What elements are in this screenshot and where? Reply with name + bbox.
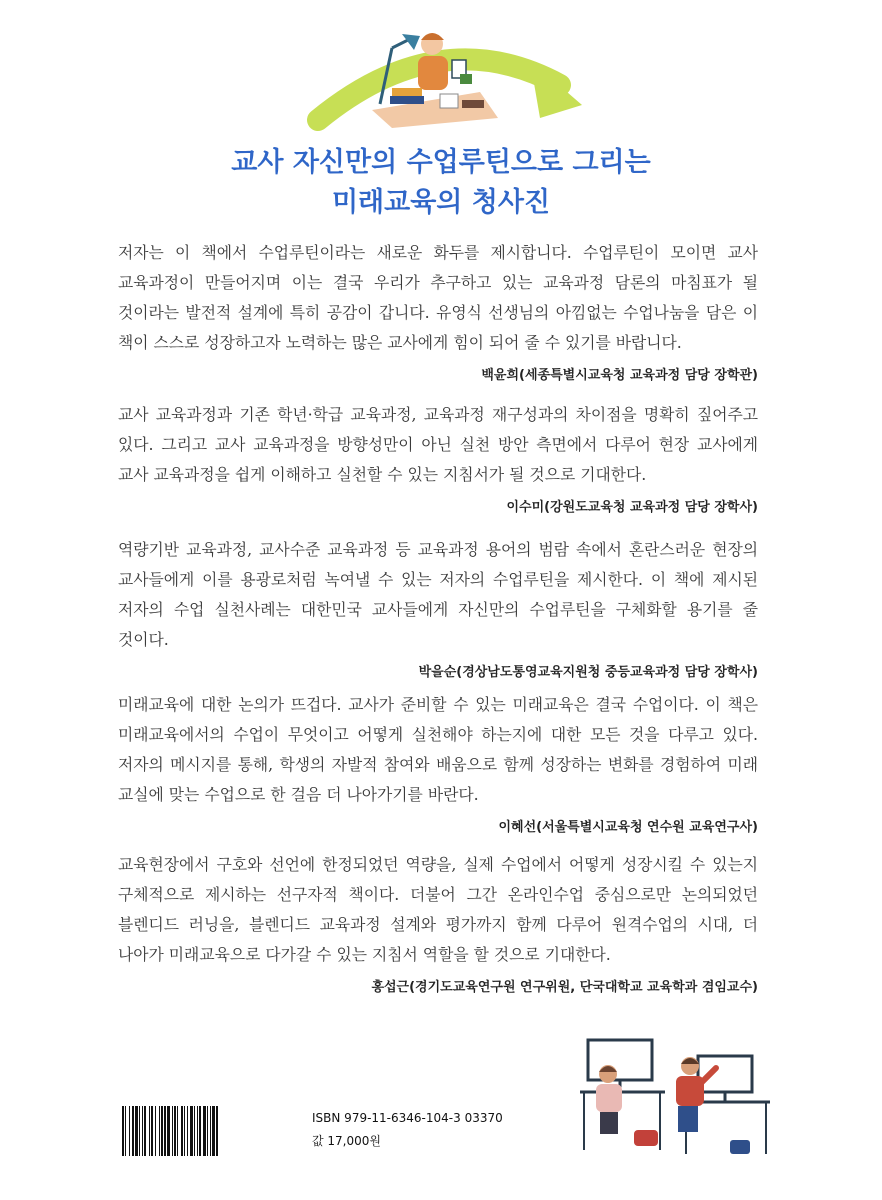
barcode-bar (125, 1106, 126, 1156)
barcode-bar (139, 1106, 140, 1156)
review-attribution: 이수미(강원도교육청 교육과정 담당 장학사) (506, 500, 758, 515)
barcode-bar (216, 1106, 218, 1156)
barcode-bar (187, 1106, 188, 1156)
header-illustration (0, 0, 882, 135)
review-text: 교육현장에서 구호와 선언에 한정되었던 역량을, 실제 수업에서 어떻게 성장시킬 수 있는지 구체적으로 제시하는 선구자적 책이다. 더불어 그간 온라인수업 중심으로만 논의되었던 블렌디드 러닝을, 블렌디드 교육과정 설계와 평가까지 함께 다루어 원격수업의 시대, 더 나아가 미래교육으로 다가갈 수 있는 지침서 역할을 할 것으로 기대한다. (118, 855, 758, 964)
barcode-bar (174, 1106, 176, 1156)
review-attribution: 박을순(경상남도통영교육지원청 중등교육과정 담당 장학사) (418, 665, 758, 680)
barcode-bar (199, 1106, 201, 1156)
barcode-bar (142, 1106, 143, 1156)
review-attribution: 백윤희(세종특별시교육청 교육과정 담당 장학관) (481, 368, 758, 383)
barcode-bar (164, 1106, 166, 1156)
review-text: 교사 교육과정과 기존 학년·학급 교육과정, 교육과정 재구성과의 차이점을 명확히 짚어주고 있다. 그리고 교사 교육과정을 방향성만이 아닌 실천 방안 측면에서 다루어 현장 교사에게 교사 교육과정을 쉽게 이해하고 실천할 수 있는 지침서가 될 것으로 기대한다. (118, 405, 758, 484)
arrow-head (530, 60, 582, 118)
review-text: 저자는 이 책에서 수업루틴이라는 새로운 화두를 제시합니다. 수업루틴이 모이면 교사 교육과정이 만들어지며 이는 결국 우리가 추구하고 있는 교육과정 담론의 마침표가 될 것이라는 발전적 설계에 특히 공감이 갑니다. 유영식 선생님의 아낌없는 수업나눔을 담은 이 책이 스스로 성장하고자 노력하는 많은 교사에게 힘이 되어 줄 수 있기를 바랍니다. (118, 243, 758, 352)
barcode (118, 1102, 304, 1160)
barcode-bar (167, 1106, 170, 1156)
backpack-icon (634, 1130, 658, 1146)
barcode-bar (184, 1106, 185, 1156)
barcode-bar (161, 1106, 163, 1156)
barcode-bar (159, 1106, 160, 1156)
review-3 (118, 535, 758, 680)
barcode-bar (181, 1106, 183, 1156)
barcode-bar (207, 1106, 208, 1156)
child-body (596, 1084, 622, 1112)
review-attribution: 이혜선(서울특별시교육청 연수원 교육연구사) (498, 820, 758, 835)
review-5 (118, 850, 758, 995)
barcode-bar (151, 1106, 153, 1156)
isbn: ISBN 979-11-6346-104-3 03370 (312, 1111, 503, 1125)
review-4 (118, 690, 758, 835)
review-text: 미래교육에 대한 논의가 뜨겁다. 교사가 준비할 수 있는 미래교육은 결국 수업이다. 이 책은 미래교육에서의 수업이 무엇이고 어떻게 실천해야 하는지에 대한 모든 것을 다루고 있다. 저자의 메시지를 통해, 학생의 자발적 참여와 배움으로 함께 성장하는 변화를 경험하여 미래 교실에 맞는 수업으로 한 걸음 더 나아가기를 바란다. (118, 695, 758, 804)
footer-illustration (570, 1030, 780, 1160)
barcode-bar (149, 1106, 150, 1156)
review-text: 역량기반 교육과정, 교사수준 교육과정 등 교육과정 용어의 범람 속에서 혼란스러운 현장의 교사들에게 이를 용광로처럼 녹여낼 수 있는 저자의 수업루틴을 제시한다. 이 책에 제시된 저자의 수업 실천사례는 대한민국 교사들에게 자신만의 수업루틴을 구체화할 용기를 줄 것이다. (118, 540, 758, 649)
barcode-bar (210, 1106, 211, 1156)
barcode-bar (212, 1106, 215, 1156)
price: 값 17,000원 (312, 1134, 381, 1148)
title-line-2: 미래교육의 청사진 (331, 187, 551, 218)
barcode-bar (177, 1106, 178, 1156)
barcode-bar (194, 1106, 195, 1156)
barcode-bar (132, 1106, 134, 1156)
title-line-1: 교사 자신만의 수업루틴으로 그리는 (231, 147, 651, 178)
barcode-bar (135, 1106, 138, 1156)
backpack-icon (730, 1140, 750, 1154)
barcode-bar (155, 1106, 156, 1156)
monitor-icon (588, 1040, 652, 1080)
review-attribution: 홍섭근(경기도교육연구원 연구위원, 단국대학교 교육학과 겸임교수) (371, 980, 758, 995)
review-1 (118, 238, 758, 383)
barcode-bar (122, 1106, 124, 1156)
barcode-bar (144, 1106, 146, 1156)
barcode-bar (190, 1106, 193, 1156)
person-body (418, 56, 448, 90)
review-2 (118, 400, 758, 515)
barcode-bar (129, 1106, 130, 1156)
barcode-bar (197, 1106, 198, 1156)
barcode-bar (203, 1106, 206, 1156)
barcode-bar (172, 1106, 173, 1156)
